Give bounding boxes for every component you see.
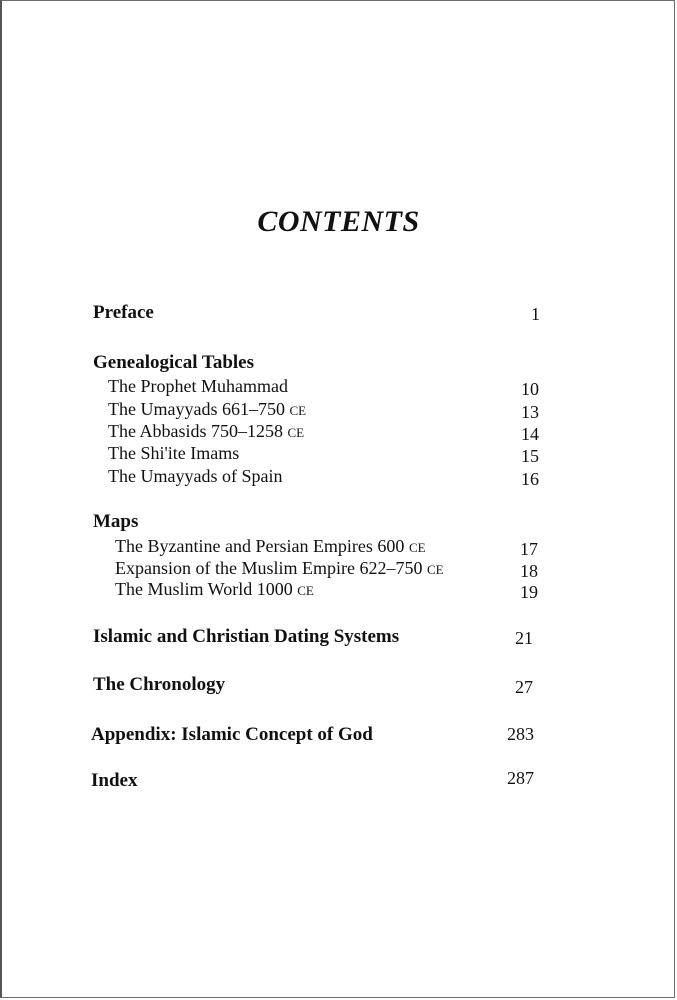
toc-entry-label: The Muslim World 1000 [115, 579, 298, 599]
toc-page-index: 287 [507, 768, 534, 788]
toc-heading-genealogical: Genealogical Tables [93, 352, 254, 373]
toc-page-appendix: 283 [507, 724, 534, 744]
page-title: CONTENTS [257, 205, 420, 238]
toc-entry-page: 13 [521, 402, 539, 422]
toc-entry-page: 15 [521, 446, 539, 466]
era-suffix: CE [408, 540, 426, 555]
toc-heading-preface: Preface [93, 302, 154, 323]
toc-entry [108, 421, 304, 442]
toc-entry [115, 536, 426, 557]
toc-entry-page: 14 [521, 424, 539, 444]
toc-entry-label: Expansion of the Muslim Empire 622–750 [115, 558, 427, 578]
toc-entry-page: 17 [520, 539, 538, 559]
toc-entry [108, 376, 288, 397]
toc-entry-label: The Byzantine and Persian Empires 600 [115, 536, 409, 556]
toc-heading-chronology: The Chronology [93, 674, 226, 695]
toc-heading-maps: Maps [93, 511, 139, 532]
toc-entry-page: 16 [521, 469, 539, 489]
toc-entry-label: The Prophet Muhammad [108, 376, 288, 396]
toc-entry-page: 10 [521, 379, 539, 399]
toc-entry [115, 558, 444, 579]
toc-entry-page: 19 [520, 582, 538, 602]
toc-entry [108, 443, 239, 464]
toc-heading-index: Index [91, 770, 138, 791]
toc-page-dating: 21 [515, 628, 533, 648]
toc-entry [108, 466, 282, 487]
era-suffix: CE [426, 562, 444, 577]
toc-entry [108, 399, 306, 420]
era-suffix: CE [289, 403, 307, 418]
toc-entry-label: The Abbasids 750–1258 [108, 421, 288, 441]
toc-entry-label: The Shi'ite Imams [108, 443, 240, 463]
toc-entry-page: 18 [520, 561, 538, 581]
toc-page-chronology: 27 [515, 677, 533, 697]
toc-entry-label: The Umayyads of Spain [108, 466, 283, 486]
toc-entry [115, 579, 314, 600]
toc-page-preface: 1 [531, 304, 540, 324]
era-suffix: CE [297, 583, 314, 598]
toc-heading-appendix: Appendix: Islamic Concept of God [91, 724, 373, 745]
toc-entry-label: The Umayyads 661–750 [108, 399, 290, 419]
toc-heading-dating: Islamic and Christian Dating Systems [93, 626, 400, 647]
era-suffix: CE [287, 425, 305, 440]
